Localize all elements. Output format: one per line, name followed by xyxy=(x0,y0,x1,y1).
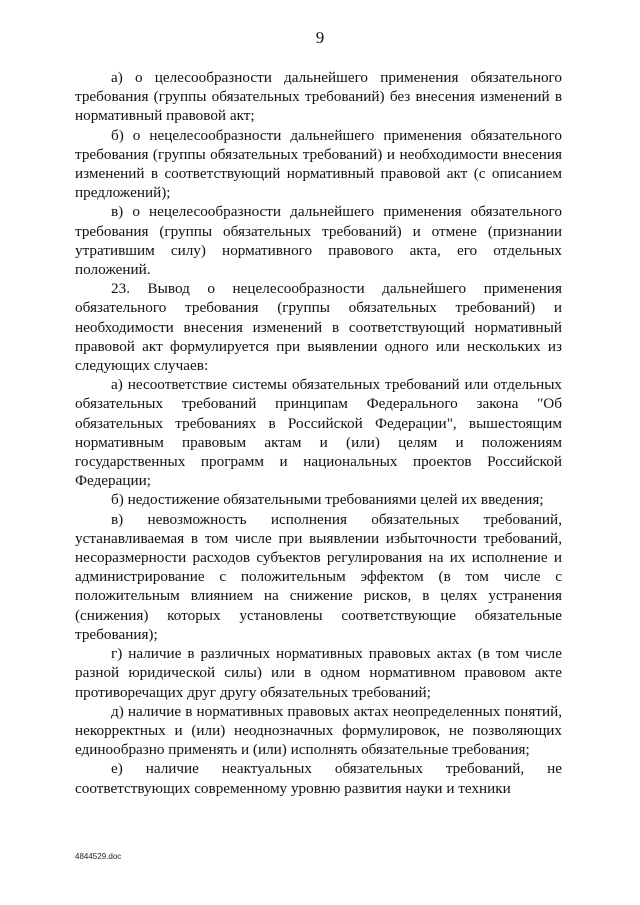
paragraph-case-d: г) наличие в различных нормативных правовых актах (в том числе разной юридической силы) или в одном нормативном правовом акте противоречащих друг другу обязательных требований; xyxy=(75,645,562,701)
paragraph-conclusion-b: б) о нецелесообразности дальнейшего применения обязательного требования (группы обязательных требований) и необходимости внесения изменений в соответствующий нормативный правовой акт (с описанием предложений); xyxy=(75,126,562,202)
paragraph-case-a: а) несоответствие системы обязательных требований или отдельных обязательных требований принципам Федерального закона "Об обязательных требованиях в Российской Федерации", вышестоящим нормативным правовым актам и (или) целям и положениям государственных программ и национальных проектов Российской Федерации; xyxy=(75,376,562,490)
paragraph-conclusion-a: а) о целесообразности дальнейшего применения обязательного требования (группы обязательных требований) без внесения изменений в нормативный правовой акт; xyxy=(75,69,562,125)
document-footer-filename: 4844529.doc xyxy=(75,852,122,861)
paragraph-case-f: е) наличие неактуальных обязательных требований, не соответствующих современному уровню развития науки и техники xyxy=(75,760,562,797)
document-body xyxy=(75,68,562,798)
paragraph-conclusion-c: в) о нецелесообразности дальнейшего применения обязательного требования (группы обязательных требований) и отмене (признании утратившим силу) нормативного правового акта, его отдельных положений. xyxy=(75,203,562,279)
paragraph-case-e: д) наличие в нормативных правовых актах неопределенных понятий, некорректных и (или) неоднозначных формулировок, не позволяющих единообразно применять и (или) исполнять обязательные требования; xyxy=(75,702,562,759)
page-number: 9 xyxy=(315,28,325,47)
paragraph-clause-23: 23. Вывод о нецелесообразности дальнейшего применения обязательного требования (группы обязательных требований) и необходимости внесения изменений в соответствующий нормативный правовой акт формулируется при выявлении одного или нескольких из следующих случаев: xyxy=(75,280,562,375)
paragraph-case-c: в) невозможность исполнения обязательных требований, устанавливаемая в том числе при выявлении избыточности требований, несоразмерности расходов субъектов регулирования на их исполнение и администрирование с положительным эффектом (в том числе с положительным влиянием на снижение рисков, в целях устранения (снижения) которых установлены соответствующие обязательные требования); xyxy=(75,510,562,643)
paragraph-case-b: б) недостижение обязательными требованиями целей их введения; xyxy=(111,491,544,509)
